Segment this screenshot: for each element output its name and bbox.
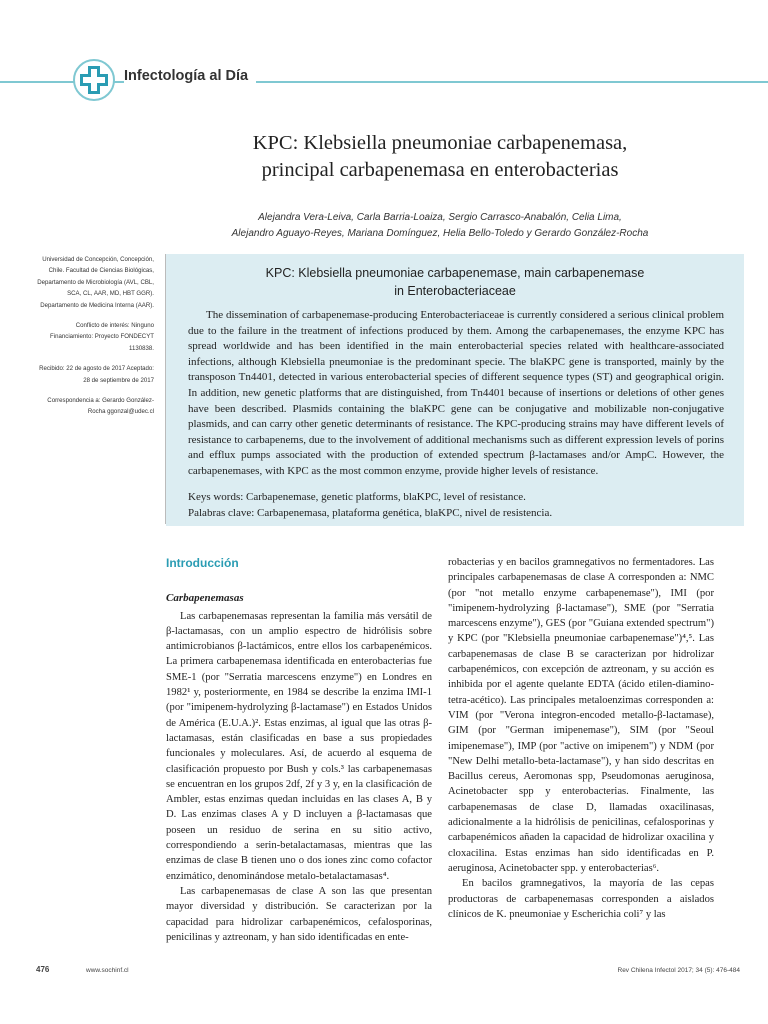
sidebar-notes (36, 254, 154, 427)
abstract-title-line-1: KPC: Klebsiella pneumoniae carbapenemase, main carbapenemase (265, 266, 645, 280)
dates-note: Recibido: 22 de agosto de 2017 Aceptado: 28 de septiembre de 2017 (39, 365, 154, 384)
abstract-body: The dissemination of carbapenemase-producing Enterobacteriaceae is currently considered a serious clinical problem due to the failure in the treatment of infections produced by them. Among the carbapenemases, the enzyme KPC has spread worldwide and has been identified in the main enterobacterial species related with healthcare-associated infections, although Klebsiella pneumoniae is the predominant specie. The blaKPC gene is transported, mainly by the transposon Tn4401, detected in various enterobacterial species of different sequence types (ST) and geographical origin. In addition, new genetic platforms that are distinguished, from Tn4401 because of insertions or deletions of other genes have been described. Plasmids containing the blaKPC gene can be conjugative and mobilizable non-conjugative plasmids, and can carry other genetic determinants of resistance. The KPC-producing strains may have different levels of resistance to carbapenems, due to the involvement of additional mechanisms such as different expression levels of porins and efflux pumps associated with the production of extended spectrum β-lactamases and/or AmpC. However, the carbapenemases, with KPC as the most common enzyme, provide higher levels of resistance. (188, 309, 724, 477)
abstract-title (166, 264, 744, 300)
authors-line-1: Alejandra Vera-Leiva, Carla Barria-Loaiza, Sergio Carrasco-Anabalón, Celia Lima, (258, 212, 622, 223)
correspondence: Correspondencia a: Gerardo González-Rocha ggonzal@udec.cl (47, 397, 154, 416)
author-list (120, 210, 760, 242)
conflict-note: Conflicto de interés: Ninguno Financiamiento: Proyecto FONDECYT 1130838. (50, 322, 154, 352)
abstract-title-line-2: in Enterobacteriaceae (394, 284, 516, 298)
journal-name: Infectología al Día (124, 68, 256, 84)
body-column-left (166, 556, 432, 945)
footer-citation: Rev Chilena Infectol 2017; 34 (5): 476-484 (617, 967, 740, 974)
paragraph: Las carbapenemasas de clase A son las que presentan mayor diversidad y distribución. Se caracterizan por la capacidad para hidrolizar carbapenémicos, cefalosporinas, penicilinas y aztreonam, y han sido identificadas en ente- (166, 885, 432, 943)
page-number: 476 (36, 965, 50, 974)
authors-line-2: Alejandro Aguayo-Reyes, Mariana Domínguez, Helia Bello-Toledo y Gerardo González-Rocha (231, 228, 649, 239)
abstract-box (166, 254, 744, 526)
paragraph: En bacilos gramnegativos, la mayoría de las cepas productoras de carbapenemasas corresponden a aislados clínicos de K. pneumoniae y Escherichia coli⁷ y las (448, 878, 714, 920)
palabras-clave: Palabras clave: Carbapenemasa, plataforma genética, blaKPC, nivel de resistencia. (188, 507, 553, 519)
intro-heading: Introducción (166, 556, 239, 570)
journal-logo-icon (72, 58, 116, 102)
title-line-1: KPC: Klebsiella pneumoniae carbapenemasa, (252, 132, 628, 154)
title-line-2: principal carbapenemasa en enterobacterias (261, 159, 619, 181)
paragraph: robacterias y en bacilos gramnegativos no fermentadores. Las principales carbapenemasas de clase A corresponden a: NMC (por "not metallo enzyme carbapenemase"), IMI (por "imipenem-hydrolyzing β-lactamase"), SME (por "Serratia marcescens enzyme"), GES (por "Guiana extended spectrum") y KPC (por "Klebsiella pneumoniae carbapenemase")⁴,⁵. Las carbapenemasas de clase B se caracterizan por hidrolizar carbapenémicos, con excepción de aztreonam, y su acción es inhibida por el agente quelante EDTA (ácido etilen-diamino-tetra-acético). Las principales metaloenzimas corresponden a: VIM (por "Verona integron-encoded metallo-β-lactamase), GIM (por "German imipenemase"), SIM (por "Seoul imipenemase"), IMP (por "active on imipenem") y NDM (por "New Delhi metallo-beta-lactamase"), y han sido descritas en Bacillus cereus, Aeromonas spp, Pseudomonas aeruginosa, Acinetobacter spp y enterobacterias. Finalmente, las carbapenemasas de clase D, llamadas oxacilinasas, adicionalmente a la hidrólisis de penicilinas, cefalosporinas y carbapenémicos añaden la capacidad de hidrolizar oxacilina y cloxacilina. Estas enzimas han sido identificadas en P. aeruginosa, Acinetobacter spp. y enterobacterias⁶. (448, 557, 714, 874)
keywords: Keys words: Carbapenemase, genetic platforms, blaKPC, level of resistance. (188, 491, 526, 503)
footer-url: www.sochinf.cl (86, 967, 129, 974)
paragraph: Las carbapenemasas representan la familia más versátil de β-lactamasas, con un amplio espectro de hidrólisis sobre antimicrobianos β-lactámicos, entre ellos los carbapenémicos. La primera carbapenemasa identificada en enterobacterias fue SME-1 (por "Serratia marcescens enzyme") en Londres en 1982¹ y, posteriormente, en 1984 se describe la enzima IMI-1 (por "imipenem-hydrolyzing β-lactamase") en Estados Unidos de América (E.U.A.)². Estas enzimas, al igual que las otras β-lactamasas, están clasificadas en base a sus propiedades funcionales y moleculares. Así, de acuerdo al esquema de clasificación propuesto por Bush y cols.³ las carbapenemasas se encuentran en los grupos 2df, 2f y 3 y, en la clasificación de Ambler, estas enzimas quedan incluidas en las clases A, B y D. Las enzimas clases A y D incluyen a β-lactamasas que poseen un residuo de serina en su sitio activo, correspondiendo a serin-betalactamasas, mientras que las enzimas de clase B tienen uno o dos iones zinc como cofactor enzimático, denominándose metalo-betalactamasas⁴. (166, 610, 432, 882)
body-column-right (448, 555, 714, 922)
affiliation: Universidad de Concepción, Concepción, Chile. Facultad de Ciencias Biológicas, Departamento de Microbiología (AVL, CBL, SCA, CL, AAR, MD, HBT GGR). Departamento de Medicina Interna (AAR). (37, 256, 154, 309)
article-title (120, 130, 760, 184)
section-subheading: Carbapenemasas (166, 592, 244, 605)
